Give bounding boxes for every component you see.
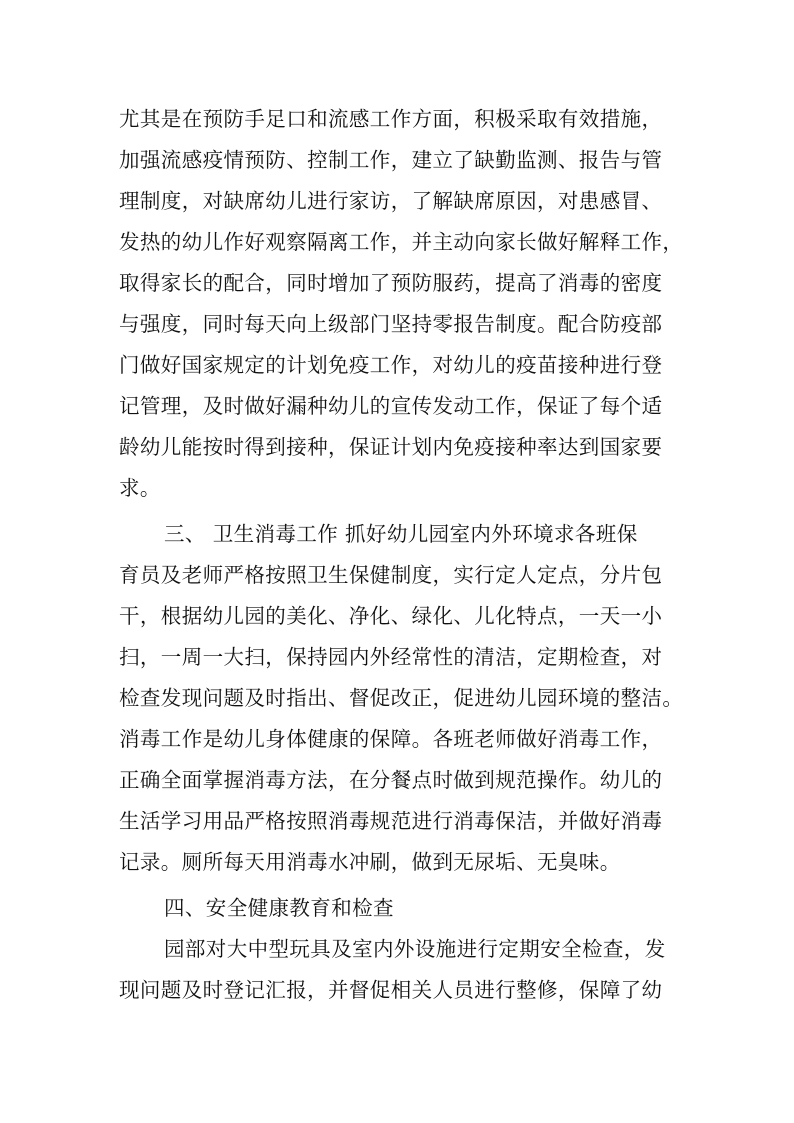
text-line: 现问题及时登记汇报，并督促相关人员进行整修，保障了幼 — [119, 978, 663, 1002]
text-line: 园部对大中型玩具及室内外设施进行定期安全检查，发 — [164, 937, 666, 961]
text-line: 加强流感疫情预防、控制工作，建立了缺勤监测、报告与管 — [119, 148, 663, 172]
text-line: 理制度，对缺席幼儿进行家访，了解缺席原因，对患感冒、 — [119, 189, 663, 213]
text-line: 取得家长的配合，同时增加了预防服药，提高了消毒的密度 — [119, 271, 663, 295]
text-line: 求。 — [119, 476, 161, 500]
section-heading: 四、安全健康教育和检查 — [164, 896, 394, 920]
text-line: 记录。厕所每天用消毒水冲刷，做到无尿垢、无臭味。 — [119, 850, 621, 874]
text-line: 正确全面掌握消毒方法，在分餐点时做到规范操作。幼儿的 — [119, 768, 663, 792]
section-heading: 三、 卫生消毒工作 抓好幼儿园室内外环境求各班保 — [164, 522, 638, 546]
text-line: 发热的幼儿作好观察隔离工作，并主动向家长做好解释工作， — [119, 230, 684, 254]
text-line: 育员及老师严格按照卫生保健制度，实行定人定点，分片包 — [119, 563, 663, 587]
text-line: 生活学习用品严格按照消毒规范进行消毒保洁，并做好消毒 — [119, 809, 663, 833]
text-line: 记管理，及时做好漏种幼儿的宣传发动工作，保证了每个适 — [119, 394, 663, 418]
text-line: 龄幼儿能按时得到接种，保证计划内免疫接种率达到国家要 — [119, 435, 663, 459]
text-line: 检查发现问题及时指出、督促改正，促进幼儿园环境的整洁。 — [119, 686, 684, 710]
text-line: 扫，一周一大扫，保持园内外经常性的清洁，定期检查，对 — [119, 645, 663, 669]
text-line: 消毒工作是幼儿身体健康的保障。各班老师做好消毒工作， — [119, 727, 663, 751]
text-line: 门做好国家规定的计划免疫工作，对幼儿的疫苗接种进行登 — [119, 353, 663, 377]
text-line: 干，根据幼儿园的美化、净化、绿化、儿化特点，一天一小 — [119, 604, 663, 628]
text-line: 尤其是在预防手足口和流感工作方面，积极采取有效措施， — [119, 107, 663, 131]
text-line: 与强度，同时每天向上级部门坚持零报告制度。配合防疫部 — [119, 312, 663, 336]
